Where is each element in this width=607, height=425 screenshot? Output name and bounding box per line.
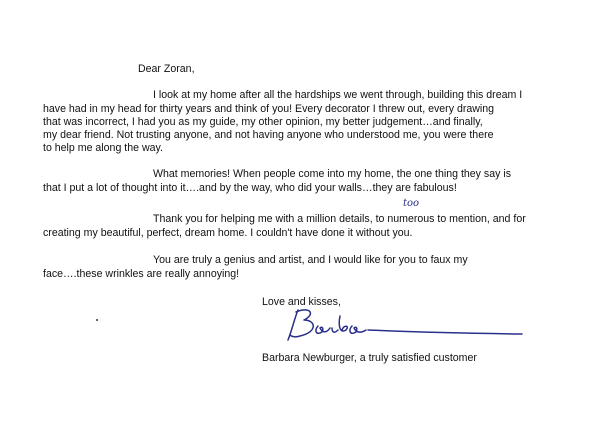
paragraph1-line2: have had in my head for thirty years and think of you! Every decorator I threw out, every drawing xyxy=(43,103,495,115)
paragraph3-line1: Thank you for helping me with a million details, to numerous to mention, and for xyxy=(153,213,526,225)
paragraph1-line1: I look at my home after all the hardships we went through, building this dream I xyxy=(153,89,523,101)
paragraph2-line2: that I put a lot of thought into it….and by the way, who did your walls…they are fabulous! xyxy=(43,182,457,194)
paragraph3-line2: creating my beautiful, perfect, dream home. I couldn't have done it without you. xyxy=(43,227,413,239)
paragraph2-line1: What memories! When people come into my home, the one thing they say is xyxy=(153,168,512,180)
handwritten-correction: too xyxy=(403,198,420,209)
paragraph1-line4: my dear friend. Not trusting anyone, and not having anyone who understood me, you were there xyxy=(43,129,494,141)
closing: Love and kisses, xyxy=(262,296,341,308)
signoff: Barbara Newburger, a truly satisfied customer xyxy=(262,352,477,364)
paragraph1-line5: to help me along the way. xyxy=(43,142,163,154)
paragraph4-line2: face….these wrinkles are really annoying! xyxy=(43,268,240,280)
scan-speck xyxy=(96,319,98,321)
greeting: Dear Zoran, xyxy=(138,63,195,75)
handwritten-signature xyxy=(282,306,532,346)
paragraph1-line3: that was incorrect, I had you as my guide, my other opinion, my better judgement…and finally, xyxy=(43,116,483,128)
paragraph4-line1: You are truly a genius and artist, and I would like for you to faux my xyxy=(153,254,468,266)
